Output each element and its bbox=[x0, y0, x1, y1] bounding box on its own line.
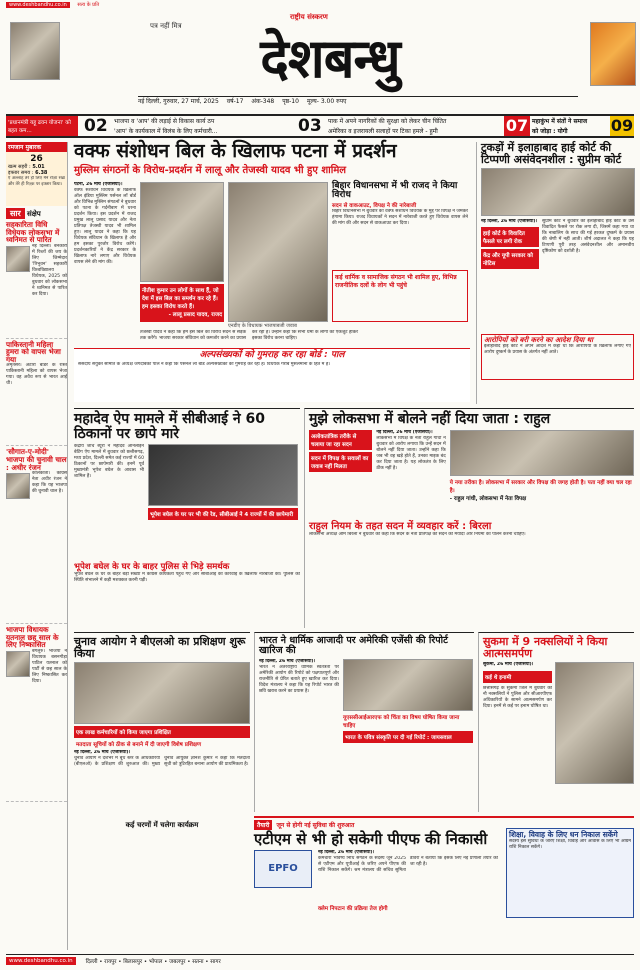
lead-quote bbox=[140, 284, 224, 322]
site-url[interactable]: www.deshbandhu.co.in bbox=[6, 2, 70, 8]
rahul-quote-by: - राहुल गांधी, लोकसभा में नेता विपक्ष bbox=[449, 495, 527, 502]
lead-headline[interactable]: वक्फ संशोधन बिल के खिलाफ पटना में प्रदर्शन bbox=[74, 140, 397, 162]
dateline: नई दिल्ली, गुरुवार, 27 मार्च, 2025 bbox=[138, 98, 219, 105]
yogi-photo bbox=[590, 22, 634, 84]
pf-box-headline: शिक्षा, विवाह के लिए धन निकाल सकेंगे bbox=[509, 830, 618, 839]
rahul-byline: नई दिल्ली, 26 मार्च (एजेंसियां)। bbox=[376, 429, 433, 435]
usa-story[interactable] bbox=[254, 632, 474, 812]
pf-story[interactable] bbox=[254, 816, 634, 952]
bihar-headline: बिहार विधानसभा में भी राजद ने किया विरोध bbox=[332, 181, 458, 201]
usa-byline: नई दिल्ली, 26 मार्च (एजेंसियां)। bbox=[259, 658, 316, 664]
election-pull-2: मतदाता सूचियों को ठीक से बनाने में दी जाएगी विशेष प्रशिक्षण bbox=[76, 742, 201, 749]
sidebar-item-body: कोलकाता। कांग्रेस नेता अधीर रंजन ने कहा कि यह भाजपा की चुनावी चाल है। bbox=[32, 471, 67, 495]
sar-label: सार bbox=[6, 208, 25, 219]
court-pull-2: केंद्र और यूपी सरकार को नोटिस bbox=[481, 249, 539, 269]
teaser-left[interactable]: 'प्रधानमंत्री यहू ढवन योजना' को बहत कम... bbox=[6, 116, 78, 136]
lead-photo-1 bbox=[140, 182, 224, 282]
sidebar-item-head: सहकारिता विधि विधेयक लोकसभा में ध्वनिमत से पारित bbox=[6, 220, 60, 245]
rahul-headline: मुझे लोकसभा में बोलने नहीं दिया जाता : राहुल bbox=[309, 411, 551, 427]
election-byline: नई दिल्ली, 26 मार्च (एजेंसियां)। bbox=[74, 750, 131, 756]
rahul-sub: राहुल नियम के तहत सदन में व्यवहार करें : बिरला bbox=[309, 520, 492, 532]
naxal-byline: सुकमा, 26 मार्च (एजेंसियां)। bbox=[483, 662, 534, 668]
ramzan-title: रमजान मुबारक bbox=[6, 142, 67, 152]
rahul-pull-2: सदन में विपक्ष के सवालों का जवाब नहीं मिलता bbox=[309, 452, 372, 472]
bihar-text: बिहार विधानसभा में बुधवार को वक्फ संशोधन विधेयक के मुद्दे पर विपक्ष ने जमकर हंगामा किया। राजद विधायकों ने सदन में नारेबाजी करते हुए विधेयक वापस लेने की मांग की और सदन से वाकआउट कर दिया। bbox=[332, 208, 468, 226]
rahul-text: लोकसभा में विपक्ष के नेता राहुल गांधी ने बुधवार को आरोप लगाया कि उन्हें सदन में बोलने नहीं दिया जाता। उन्होंने कहा कि जब भी वह खड़े होते हैं, उनका माइक बंद कर दिया जाता है। यह लोकतंत्र के लिए ठीक नहीं है। bbox=[376, 435, 446, 471]
rahul-sub-text: लोकसभा अध्यक्ष ओम बिरला ने बुधवार को कहा कि सदन के नेता प्रतिपक्ष को सदन की मर्यादा और नियमों का पालन करना चाहिए। bbox=[309, 532, 526, 538]
naxal-headline: सुकमा में 9 नक्सलियों ने किया आत्मसमर्पण bbox=[483, 635, 608, 660]
lead-quote-by: - लालू प्रसाद यादव, राजद bbox=[168, 312, 222, 318]
sidebar: रमजान मुबारक 26 खत्म सहरी : 5.01 इफ्तार समय : 6.38 ऐ अल्लाह तेरे ही लिए मैंने रोज़ा रखा और तेरे ही रिज़्क़ पर इफ्तार किया। सार संक्षेप सहकारिता विधि विधेयक लोकसभा में ध्वनिमत से पारित नई दिल्ली। बनकारी में रिश्तों की जय के लिए जिम्मेदार 'त्रिभुवन' सहकारी विश्वविद्यालय विधेयक, 2025 को बुधवार को लोकसभा ने ध्वनिमत से पारित कर दिया। पाकिस्तानी महिला हुमरा को वापस भेजा गया अमृतसर। अटारी बॉर्डर के रास्ते पाकिस्तानी महिला को वापस भेजा गया। वह अवैध रूप से भारत आई थी। 'सौगात-ए-मोदी' भाजपा की चुनावी चाल : अधीर रंजन कोलकाता। कांग्रेस नेता अधीर रंजन ने कहा कि यह भाजपा की चुनावी चाल है। भाजपा विधायक यतनाल छह साल के लिए निष्कासित बेंगलुरु। भाजपा ने विधायक बसनगौड़ा पाटिल यतनाल को पार्टी से छह साल के लिए निष्कासित कर दिया। bbox=[6, 142, 68, 950]
court-quote: आरोपियों को बरी करने का आदेश दिया था bbox=[484, 336, 594, 345]
lead-subheadline: मुस्लिम संगठनों के विरोध-प्रदर्शन में लालू और तेजस्वी यादव भी हुए शामिल bbox=[74, 165, 347, 176]
court-story[interactable] bbox=[476, 142, 634, 404]
bihar-story[interactable] bbox=[332, 182, 468, 268]
pf-box-text: सदस्य इस सुविधा के जरिए शिक्षा, विवाह और आवास के लिए भी अग्रिम राशि निकाल सकेंगे। bbox=[509, 838, 631, 850]
iftar-label: इफ्तार समय bbox=[8, 170, 31, 176]
year: वर्ष-17 bbox=[226, 98, 244, 105]
pf-box bbox=[506, 828, 634, 918]
lead-photo-2 bbox=[228, 182, 328, 322]
footer bbox=[6, 954, 634, 966]
sankshep-label: संक्षेप bbox=[27, 210, 41, 218]
teaser-page-02[interactable]: 02 bbox=[84, 116, 108, 136]
lead-text-2: तेजस्वी यादव ने कहा कि हम इस बिल का विरोध सदन से सड़क तक करेंगे। भाजपा सरकार संविधान को कमजोर करने का प्रयास कर रही है। उन्होंने कहा कि सभी धर्मों के लोगों को एकजुट होकर इसका विरोध करना चाहिए। bbox=[140, 330, 359, 341]
lead-text: वक्फ संशोधन विधेयक के खिलाफ ऑल इंडिया मुस्लिम पर्सनल लॉ बोर्ड और विभिन्न मुस्लिम संगठनों ने बुधवार को पटना के गर्दनीबाग में धरना प्रदर्शन किया। इस प्रदर्शन में राजद प्रमुख लालू प्रसाद यादव और नेता प्रतिपक्ष तेजस्वी यादव भी शामिल हुए। लालू यादव ने कहा कि यह विधेयक संविधान के खिलाफ है और हम इसका पुरजोर विरोध करेंगे। प्रदर्शनकारियों ने केंद्र सरकार के खिलाफ नारे लगाए और विधेयक वापस लेने की मांग की। bbox=[74, 188, 136, 265]
cbi-text: केंद्रीय जांच ब्यूरो ने महादेव ऑनलाइन बेटिंग ऐप मामले में बुधवार को छत्तीसगढ़, मध्य प्रदेश, दिल्ली समेत कई राज्यों में 60 ठिकानों पर छापेमारी की। इनमें पूर्व मुख्यमंत्री भूपेश बघेल के आवास भी शामिल हैं। bbox=[74, 444, 144, 480]
sidebar-item[interactable] bbox=[6, 339, 67, 447]
lead-photo-caption: एनडीए के विधायक भाजपाबजी जवाब bbox=[228, 323, 297, 329]
teaser-page-03[interactable]: 03 bbox=[298, 116, 322, 136]
sidebar-photo bbox=[6, 473, 30, 499]
rahul-pull-1: अलोकतांत्रिक तरीके से चलाया जा रहा सदन bbox=[309, 430, 372, 450]
naxal-pull: कई थे इनामी bbox=[483, 671, 552, 683]
court-text: सुप्रीम कोर्ट ने बुधवार को इलाहाबाद हाई कोर्ट के उस विवादित फैसले पर रोक लगा दी, जिसमें कहा गया था कि नाबालिग के साथ की गई हरकत दुष्कर्म के प्रयास की श्रेणी में नहीं आती। शीर्ष अदालत ने कहा कि यह टिप्पणी पूरी तरह असंवेदनशील और अमानवीय दृष्टिकोण को दर्शाती है। bbox=[542, 219, 634, 255]
pf-byline: नई दिल्ली, 26 मार्च (एजेंसियां)। bbox=[318, 849, 375, 855]
usa-photo bbox=[343, 659, 473, 711]
bihar-sub: सदन से वाकआउट, विपक्ष ने की नारेबाजी bbox=[332, 202, 417, 209]
slogan: पत्र नहीं मित्र bbox=[150, 22, 182, 30]
edition-label: राष्ट्रीय संस्करण bbox=[290, 13, 328, 21]
cbi-photo bbox=[148, 444, 298, 506]
naxal-text: छत्तीसगढ़ के सुकमा जिले में बुधवार को नौ नक्सलियों ने पुलिस और सीआरपीएफ अधिकारियों के सामने आत्मसमर्पण कर दिया। इनमें से कई पर इनाम घोषित था। bbox=[483, 686, 553, 710]
court-headline: टुकड़ों में इलाहाबाद हाई कोर्ट की टिप्पणी असंवेदनशील : सुप्रीम कोर्ट bbox=[481, 141, 622, 166]
footer-cities: दिल्ली • रायपुर • बिलासपुर • भोपाल • जबलपुर • सतना • सागर bbox=[85, 958, 221, 965]
dua-text: ऐ अल्लाह तेरे ही लिए मैंने रोज़ा रखा और तेरे ही रिज़्क़ पर इफ्तार किया। bbox=[8, 176, 65, 187]
sidebar-item-head: भाजपा विधायक यतनाल छह साल के लिए निष्कासित bbox=[6, 625, 59, 650]
rahul-photo bbox=[450, 430, 634, 476]
court-photo bbox=[481, 168, 635, 216]
lead-box bbox=[74, 348, 470, 402]
teaser-3a[interactable]: महाकुंभ में संतों ने समाज bbox=[532, 118, 588, 125]
pages: पृष्ठ-10 bbox=[282, 98, 299, 105]
election-pull: एक लाख कर्मचारियों को किया जाएगा प्रशिक्षित bbox=[74, 726, 250, 738]
sidebar-item-head: पाकिस्तानी महिला हुमरा को वापस भेजा गया bbox=[6, 339, 61, 364]
teaser-3b[interactable]: को जोड़ा : योगी bbox=[532, 128, 568, 135]
top-tagline: सत्य के प्रति bbox=[77, 2, 100, 8]
sidebar-photo bbox=[6, 246, 30, 272]
portrait-photo bbox=[10, 22, 60, 80]
masthead-left-photo bbox=[6, 12, 136, 116]
election-story[interactable] bbox=[74, 632, 250, 882]
lead-quote-text: नीतीश कुमार उन लोगों के साथ हैं, जो देश में इस बिल का समर्थन कर रहे हैं। हम इसका विरोध करते हैं। bbox=[142, 288, 219, 310]
masthead-title: देशबन्धु bbox=[260, 26, 400, 90]
cbi-story[interactable] bbox=[74, 408, 300, 628]
election-text: चुनाव आयोग ने देशभर में बूथ स्तर के अधिकारियों (बीएलओ) के प्रशिक्षण की शुरुआत की। मुख्य चुनाव आयुक्त ज्ञानेश कुमार ने कहा कि मतदाता सूची को त्रुटिरहित बनाना आयोग की प्राथमिकता है। bbox=[74, 756, 250, 768]
sidebar-item[interactable] bbox=[6, 446, 67, 624]
usa-pull: यूएससीआईआरएफ को चिंता का विषय घोषित किया जाना चाहिए bbox=[343, 714, 460, 729]
sehri-label: खत्म सहरी bbox=[8, 164, 28, 170]
cbi-sub-text: भूपेश बघेल के घर के बाहर बड़ी संख्या में कांग्रेस कार्यकर्ता पहुंच गए और सीबीआई की कार्रवाई के खिलाफ नारेबाजी की। पुलिस को स्थिति संभालने में कड़ी मशक्कत करनी पड़ी। bbox=[74, 572, 300, 584]
pf-text: कर्मचारी भविष्य निधि संगठन के सदस्य जून 2025 से एटीएम और यूपीआई के जरिए अपने पीएफ की राशि निकाल सकेंगे। श्रम मंत्रालय की सचिव सुमिता डावरा ने बताया कि इसके लिए नई प्रणाली तैयार की जा रही है। bbox=[318, 855, 498, 873]
top-bar bbox=[6, 2, 634, 11]
naxal-story[interactable] bbox=[478, 632, 634, 812]
lead-box-headline: अल्पसंख्यकों को गुमराह कर रहा बोर्ड : पाल bbox=[199, 350, 345, 360]
teaser-page-07[interactable]: 07 bbox=[505, 116, 529, 135]
naxal-photo bbox=[555, 662, 634, 784]
teaser-1b[interactable]: 'आप' के कार्यकाल में विलंब के लिए कर्मचारी... bbox=[114, 128, 218, 135]
lead-byline: पटना, 26 मार्च (एजेंसियां)। bbox=[74, 182, 123, 187]
sidebar-item[interactable] bbox=[6, 219, 67, 339]
teaser-1a[interactable]: भाजपा व 'आप' की लड़ाई से विकास कार्य ठप bbox=[114, 118, 215, 125]
rahul-story[interactable] bbox=[304, 408, 634, 628]
sidebar-item-head: 'सौगात-ए-मोदी' भाजपा की चुनावी चाल : अधीर रंजन bbox=[6, 447, 67, 472]
sidebar-item-body: अमृतसर। अटारी बॉर्डर के रास्ते पाकिस्तानी महिला को वापस भेजा गया। वह अवैध रूप से भारत आई थी। bbox=[6, 363, 67, 387]
sehri-time: 5.01 bbox=[32, 164, 45, 170]
cbi-pull: भूपेश बघेल के घर पर भी की रेड, सीबीआई ने 4 राज्यों में की छापेमारी bbox=[148, 508, 298, 520]
ramzan-day: 26 bbox=[30, 154, 43, 164]
sidebar-item[interactable] bbox=[6, 624, 67, 802]
footer-site[interactable]: www.deshbandhu.co.in bbox=[6, 957, 76, 965]
sidebar-photo bbox=[6, 651, 30, 677]
cbi-headline: महादेव ऐप मामले में सीबीआई ने 60 ठिकानों पर छापे मारे bbox=[74, 411, 265, 442]
usa-text: भारत ने अंतरराष्ट्रीय धार्मिक स्वतंत्रता पर अमेरिकी आयोग की रिपोर्ट को पक्षपातपूर्ण और राजनीति से प्रेरित बताते हुए खारिज कर दिया। विदेश मंत्रालय ने कहा कि यह रिपोर्ट भारत की छवि खराब करने का प्रयास है। bbox=[259, 664, 339, 694]
court-byline: नई दिल्ली, 26 मार्च (एजेंसियां)। bbox=[481, 219, 538, 225]
usa-headline: भारत ने धार्मिक आजादी पर अमेरिकी एजेंसी की रिपोर्ट खारिज की bbox=[259, 635, 448, 656]
court-pull-1: हाई कोर्ट के विवादित फैसले पर लगी रोक bbox=[481, 227, 539, 247]
election-photo bbox=[74, 662, 250, 724]
court-quote-text: इलाहाबाद हाई कोर्ट ने अपने आदेश में कहा था कि आरोपियों के खिलाफ लगाए गए आरोप दुष्कर्म के प्रयास के अंतर्गत नहीं आते। bbox=[484, 344, 631, 356]
election-headline: चुनाव आयोग ने बीएलओ का प्रशिक्षण शुरू किया bbox=[74, 635, 246, 660]
iftar-time: 6.38 bbox=[35, 170, 48, 176]
pf-pull: क्लेम निपटान की प्रक्रिया तेज होगी bbox=[318, 905, 388, 912]
rahul-quote: ये नया तरीका है। लोकसभा में सरकार और विपक्ष की जगह होती है। पता नहीं क्या चल रहा है। bbox=[449, 479, 632, 494]
teaser-2a[interactable]: पाक में अपने नागरिकों की सुरक्षा को लेकर चीन चिंतित bbox=[328, 118, 447, 125]
dateline-bar bbox=[138, 96, 578, 106]
issue: अंक-348 bbox=[251, 98, 275, 105]
pf-tag: तैयारी bbox=[254, 820, 272, 830]
pf-headline: एटीएम से भी हो सकेगी पीएफ की निकासी bbox=[254, 830, 488, 848]
teaser-page-09[interactable]: 09 bbox=[610, 116, 634, 135]
pf-kicker: जून से होगी नई सुविधा की शुरुआत bbox=[276, 822, 355, 829]
lead-box-text: संसदीय संयुक्त समिति के अध्यक्ष जगदंबिका पाल ने कहा कि पर्सनल लॉ बोर्ड अल्पसंख्यकों को गुमराह कर रहा है। विधेयक गरीब मुसलमानों के हित में है। bbox=[78, 362, 330, 368]
usa-pull-2: भारत के पवित्र संस्कृति पर दी गई रिपोर्ट : जायसवाल bbox=[343, 731, 473, 743]
cbi-sub: भूपेश बघेल के घर के बाहर पुलिस से भिड़े समर्थक bbox=[74, 562, 230, 573]
price: मूल्य- 3.00 रुपए bbox=[306, 98, 347, 105]
teaser-strip bbox=[6, 114, 634, 138]
sidebar-item-body: बेंगलुरु। भाजपा ने विधायक बसनगौड़ा पाटिल यतनाल को पार्टी से छह साल के लिए निष्कासित कर दिया। bbox=[32, 648, 67, 684]
teaser-2b[interactable]: अमेरिका व इजरायली सलाहों पर टिका हमले - हुमी bbox=[328, 128, 438, 135]
epfo-logo: EPFO bbox=[254, 850, 312, 888]
sidebar-item-body: नई दिल्ली। बनकारी में रिश्तों की जय के लिए जिम्मेदार 'त्रिभुवन' सहकारी विश्वविद्यालय विधेयक, 2025 को बुधवार को लोकसभा ने ध्वनिमत से पारित कर दिया। bbox=[32, 243, 67, 297]
election-sub: कई चरणों में चलेगा कार्यक्रम bbox=[125, 821, 199, 830]
lead-pull-box: कई धार्मिक व सामाजिक संगठन भी शामिल हुए, विभिन्न राजनीतिक दलों के लोग भी पहुंचे bbox=[332, 270, 468, 322]
